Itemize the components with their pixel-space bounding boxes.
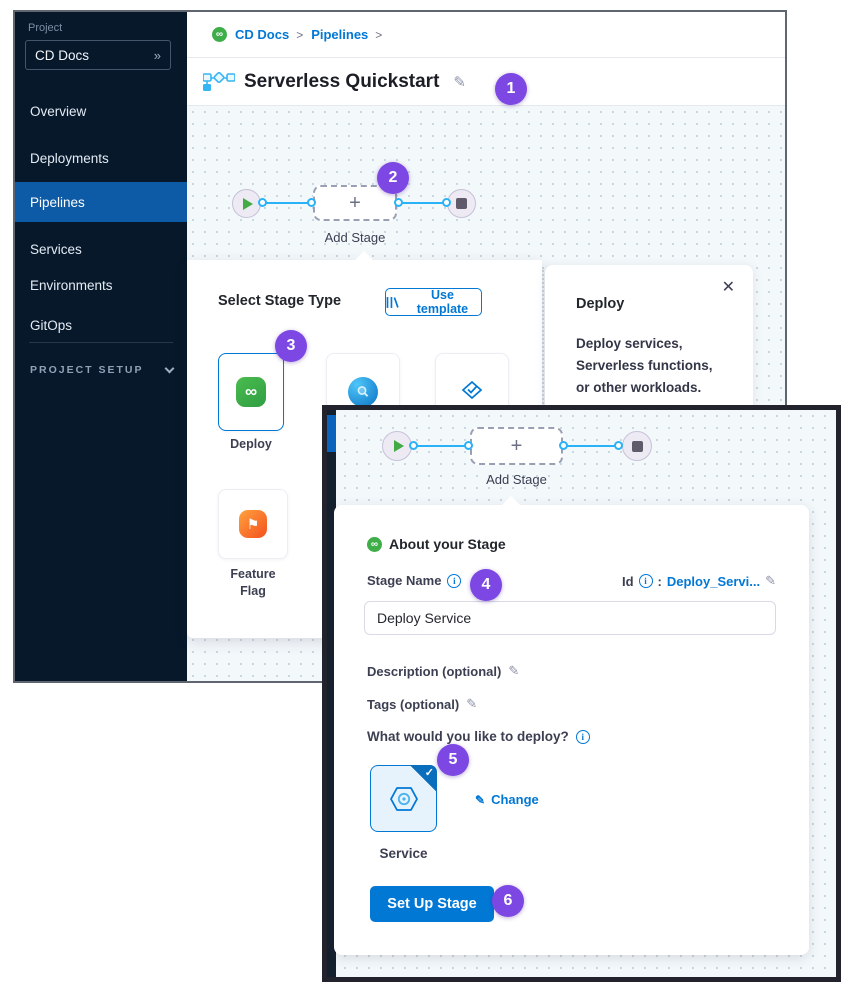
connector-point [614,441,623,450]
page-title: Serverless Quickstart [244,70,440,92]
tags-label: Tags (optional) [367,696,460,712]
stage-setup-window [322,405,841,982]
sidebar-item-label: Pipelines [30,194,85,210]
add-stage-node[interactable] [470,427,563,465]
stage-tile-deploy[interactable] [218,353,284,431]
annotation-badge-2: 2 [377,162,409,194]
sidebar-item-services[interactable] [15,232,187,266]
plus-icon: + [510,434,523,457]
edit-description-pencil-icon[interactable]: ✎ [508,663,520,678]
sidebar [15,12,187,681]
feature-flag-label [218,566,288,600]
template-library-icon [386,296,399,309]
id-colon: : [657,573,662,589]
deploy-stage-icon: ∞ [236,377,266,407]
sidebar-item-label: Environments [30,277,113,293]
project-setup-label: PROJECT SETUP [30,364,144,376]
edit-title-pencil-icon[interactable]: ✎ [453,73,466,91]
collapse-icon[interactable]: » [153,47,161,63]
pipeline-start-node[interactable] [382,431,412,461]
card-notch [502,496,520,505]
plus-icon: + [349,191,361,214]
close-icon[interactable]: ✕ [721,279,735,296]
id-label: Id [621,573,634,589]
verify-stage-icon [348,377,378,407]
stage-id-row [622,573,776,589]
chevron-down-icon [164,363,174,373]
sidebar-divider [29,342,173,343]
use-template-label: Use template [416,288,469,316]
deploy-panel-description [576,333,713,399]
breadcrumb-cd-docs[interactable]: CD Docs [235,27,290,42]
stage-name-input[interactable] [364,601,776,635]
about-stage-card [334,505,809,955]
deploy-desc-line: Serverless functions, [576,358,713,373]
sidebar-item-label: Services [30,241,82,257]
pipeline-end-node[interactable] [447,189,476,218]
selected-corner [410,765,437,792]
check-icon: ✓ [424,767,434,779]
add-stage-label: Add Stage [486,472,547,487]
change-label: Change [491,792,539,807]
stop-icon [456,198,467,209]
connector-point [559,441,568,450]
deploy-question-label: What would you like to deploy? [367,729,569,744]
feature-flag-label-line1: Feature [230,567,276,581]
breadcrumb-bar [187,12,785,58]
popover-notch [355,251,373,260]
breadcrumb-pipelines[interactable]: Pipelines [311,27,369,42]
sidebar-item-pipelines[interactable] [15,182,187,222]
edit-tags-pencil-icon[interactable]: ✎ [466,696,478,711]
info-icon[interactable]: i [576,730,590,744]
stop-icon [632,441,643,452]
project-label: Project [28,22,63,34]
connector-point [442,198,451,207]
annotation-badge-6: 6 [492,885,524,917]
about-stage-title: About your Stage [389,536,506,552]
feature-flag-label-line2: Flag [240,584,266,598]
sidebar-item-label: GitOps [30,317,73,333]
stage-setup-canvas [327,410,836,977]
edit-pencil-icon: ✎ [475,792,486,807]
service-label: Service [379,846,428,861]
service-deploy-type-card[interactable] [370,765,437,832]
play-icon [243,198,253,210]
approval-stage-icon [459,377,485,408]
sidebar-item-gitops[interactable] [15,308,187,342]
stage-tile-feature-flag[interactable] [218,489,288,559]
connector-point [307,198,316,207]
sidebar-item-deployments[interactable] [15,141,187,175]
deploy-tile-label: Deploy [230,437,272,451]
breadcrumb-separator: > [296,27,304,42]
tags-row [367,696,477,712]
feature-flag-icon: ⚑ [239,510,267,538]
deploy-desc-line: Deploy services, [576,336,683,351]
add-stage-label: Add Stage [324,230,386,245]
connector-point [394,198,403,207]
about-stage-header [367,536,506,552]
project-selector-value: CD Docs [35,47,90,63]
id-value: Deploy_Servi... [666,573,761,589]
annotation-badge-3: 3 [275,330,307,362]
description-label: Description (optional) [367,663,502,679]
change-link[interactable] [475,792,539,807]
info-icon[interactable]: i [639,574,653,588]
annotation-badge-1: 1 [495,73,527,105]
deploy-panel-title: Deploy [576,296,625,312]
stage-name-row [367,573,461,588]
pipeline-end-node[interactable] [622,431,652,461]
sidebar-project-setup[interactable] [30,364,180,376]
select-stage-type-title: Select Stage Type [218,293,342,309]
use-template-button[interactable] [385,288,482,316]
annotation-badge-5: 5 [437,744,469,776]
project-selector[interactable] [25,40,171,70]
pipeline-icon [203,72,235,92]
connector-point [409,441,418,450]
breadcrumb-separator: > [375,27,383,42]
harness-cd-icon: ∞ [212,27,227,42]
edit-id-pencil-icon[interactable]: ✎ [765,573,776,588]
stage-name-label: Stage Name [367,573,442,588]
connector-point [464,441,473,450]
deploy-desc-line: or other workloads. [576,380,702,395]
annotation-badge-4: 4 [470,569,502,601]
info-icon[interactable]: i [447,574,461,588]
description-row [367,663,519,679]
play-icon [394,440,404,452]
harness-cd-icon: ∞ [367,537,382,552]
nav-sliver-selected [327,415,336,452]
sidebar-item-environments[interactable] [15,268,187,302]
pipeline-start-node[interactable] [232,189,261,218]
deploy-question-row [367,729,590,744]
connector-point [258,198,267,207]
sidebar-item-overview[interactable] [15,94,187,128]
sidebar-item-label: Overview [30,103,87,119]
set-up-stage-button[interactable]: Set Up Stage [370,886,494,922]
sidebar-item-label: Deployments [30,150,109,166]
title-bar [187,58,785,106]
